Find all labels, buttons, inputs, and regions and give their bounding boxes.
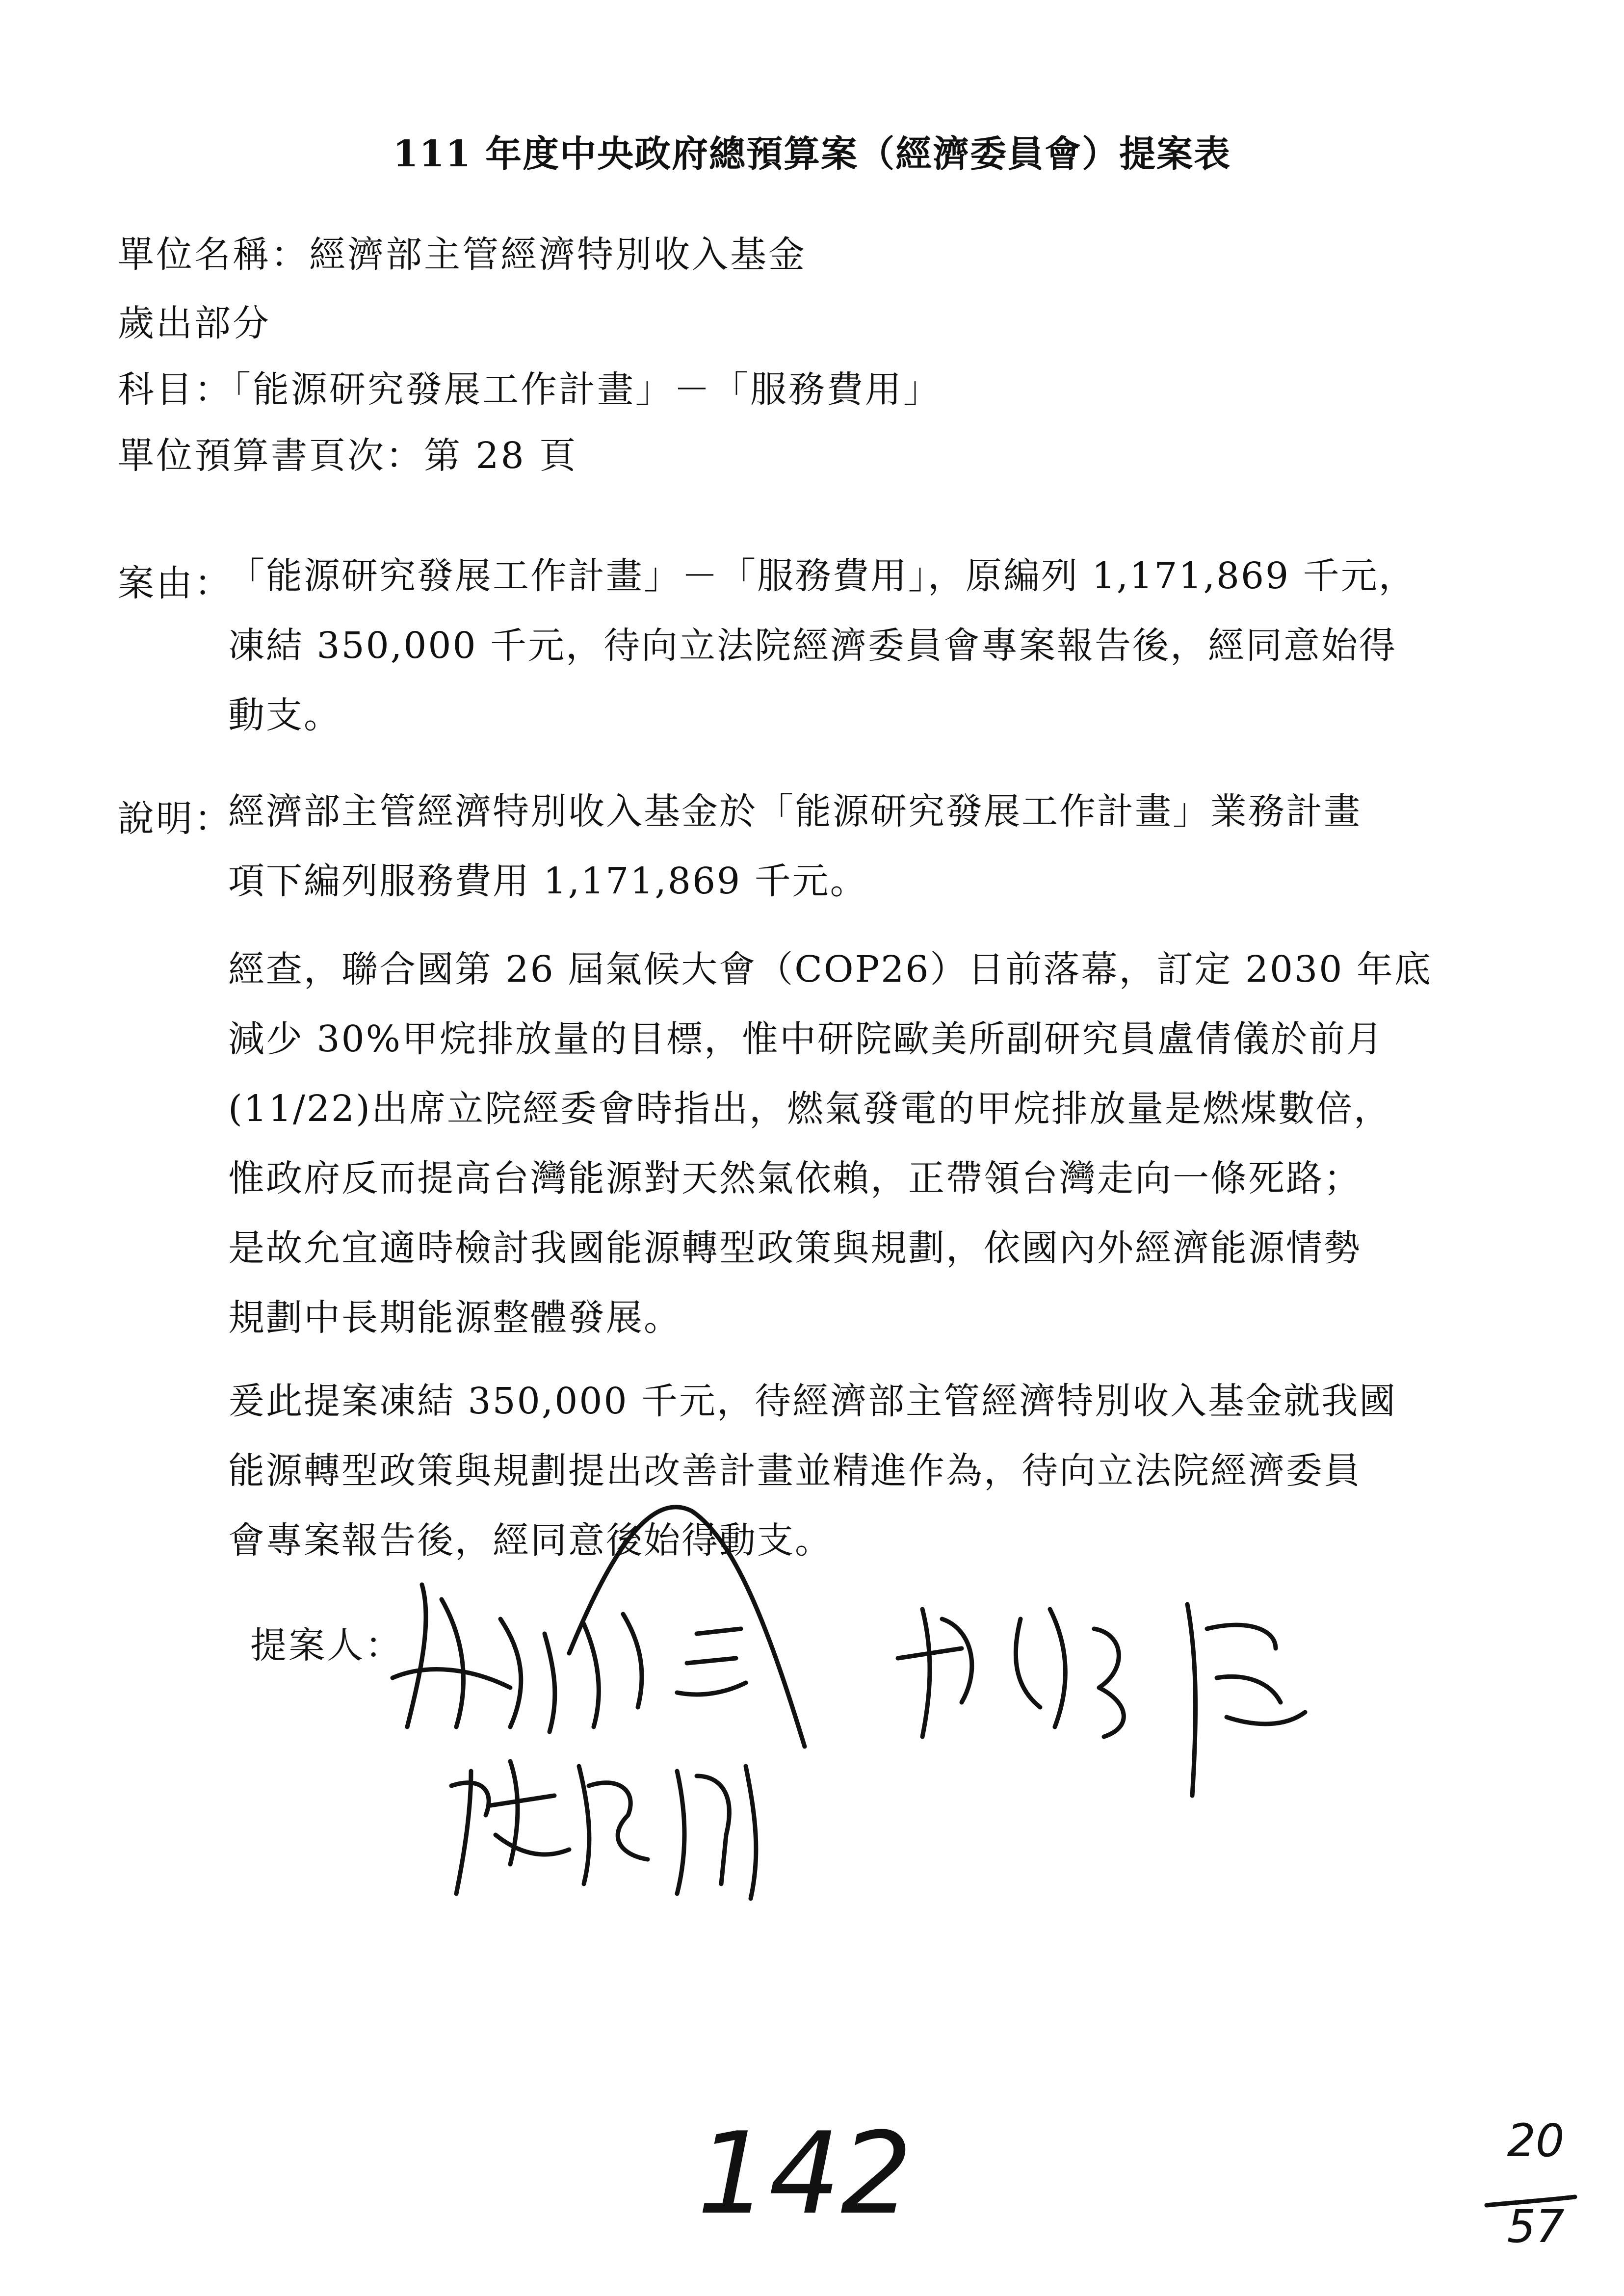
explanation-line: 是故允宜適時檢討我國能源轉型政策與規劃，依國內外經濟能源情勢 [228,1227,1362,1269]
handwritten-corner-bottom: 57 [1507,2200,1565,2253]
explanation-line: (11/22)出席立院經委會時指出，燃氣發電的甲烷排放量是燃煤數倍， [228,1088,1391,1130]
handwritten-corner-top: 20 [1507,2114,1565,2167]
handwritten-signature-2 [898,1604,1305,1796]
explanation-line: 爰此提案凍結 350,000 千元，待經濟部主管經濟特別收入基金就我國 [228,1380,1397,1422]
explanation-line: 項下編列服務費用 1,171,869 千元。 [228,860,868,902]
explanation-line: 會專案報告後，經同意後始得動支。 [228,1519,833,1562]
explanation-para-1 [228,777,1362,916]
case-line: 「能源研究發展工作計畫」－「服務費用」，原編列 1,171,869 千元， [228,555,1416,597]
explanation-line: 能源轉型政策與規劃提出改善計畫並精進作為，待向立法院經濟委員 [228,1450,1362,1492]
case-line: 動支。 [228,694,341,736]
subject-line: 科目：「能源研究發展工作計畫」－「服務費用」 [118,368,942,411]
explanation-line: 經查，聯合國第 26 屆氣候大會（COP26）日前落幕，訂定 2030 年底 [228,948,1432,991]
handwritten-corner-stroke [1487,2197,1575,2205]
case-label: 案由： [118,562,233,604]
proposer-label: 提案人： [250,1624,403,1667]
explanation-para-2 [228,935,1432,1353]
explanation-line: 規劃中長期能源整體發展。 [228,1297,681,1339]
explanation-para-3 [228,1366,1397,1575]
handwritten-page-number: 142 [697,2109,913,2240]
case-line: 凍結 350,000 千元，待向立法院經濟委員會專案報告後，經同意始得 [228,625,1397,667]
budget-page-line: 單位預算書頁次：第 28 頁 [118,435,578,477]
section-label: 歲出部分 [118,302,271,344]
explanation-label: 說明： [118,798,233,840]
explanation-line: 經濟部主管經濟特別收入基金於「能源研究發展工作計畫」業務計畫 [228,790,1362,833]
explanation-line: 惟政府反而提高台灣能源對天然氣依賴，正帶領台灣走向一條死路； [228,1157,1362,1200]
document-title: 111 年度中央政府總預算案（經濟委員會）提案表 [393,133,1231,175]
unit-name: 單位名稱：經濟部主管經濟特別收入基金 [118,234,807,276]
explanation-line: 減少 30%甲烷排放量的目標，惟中研院歐美所副研究員盧倩儀於前月 [228,1018,1384,1060]
handwritten-signature-1 [393,1585,746,1732]
case-text [228,541,1416,750]
handwritten-signature-3 [451,1761,756,1899]
